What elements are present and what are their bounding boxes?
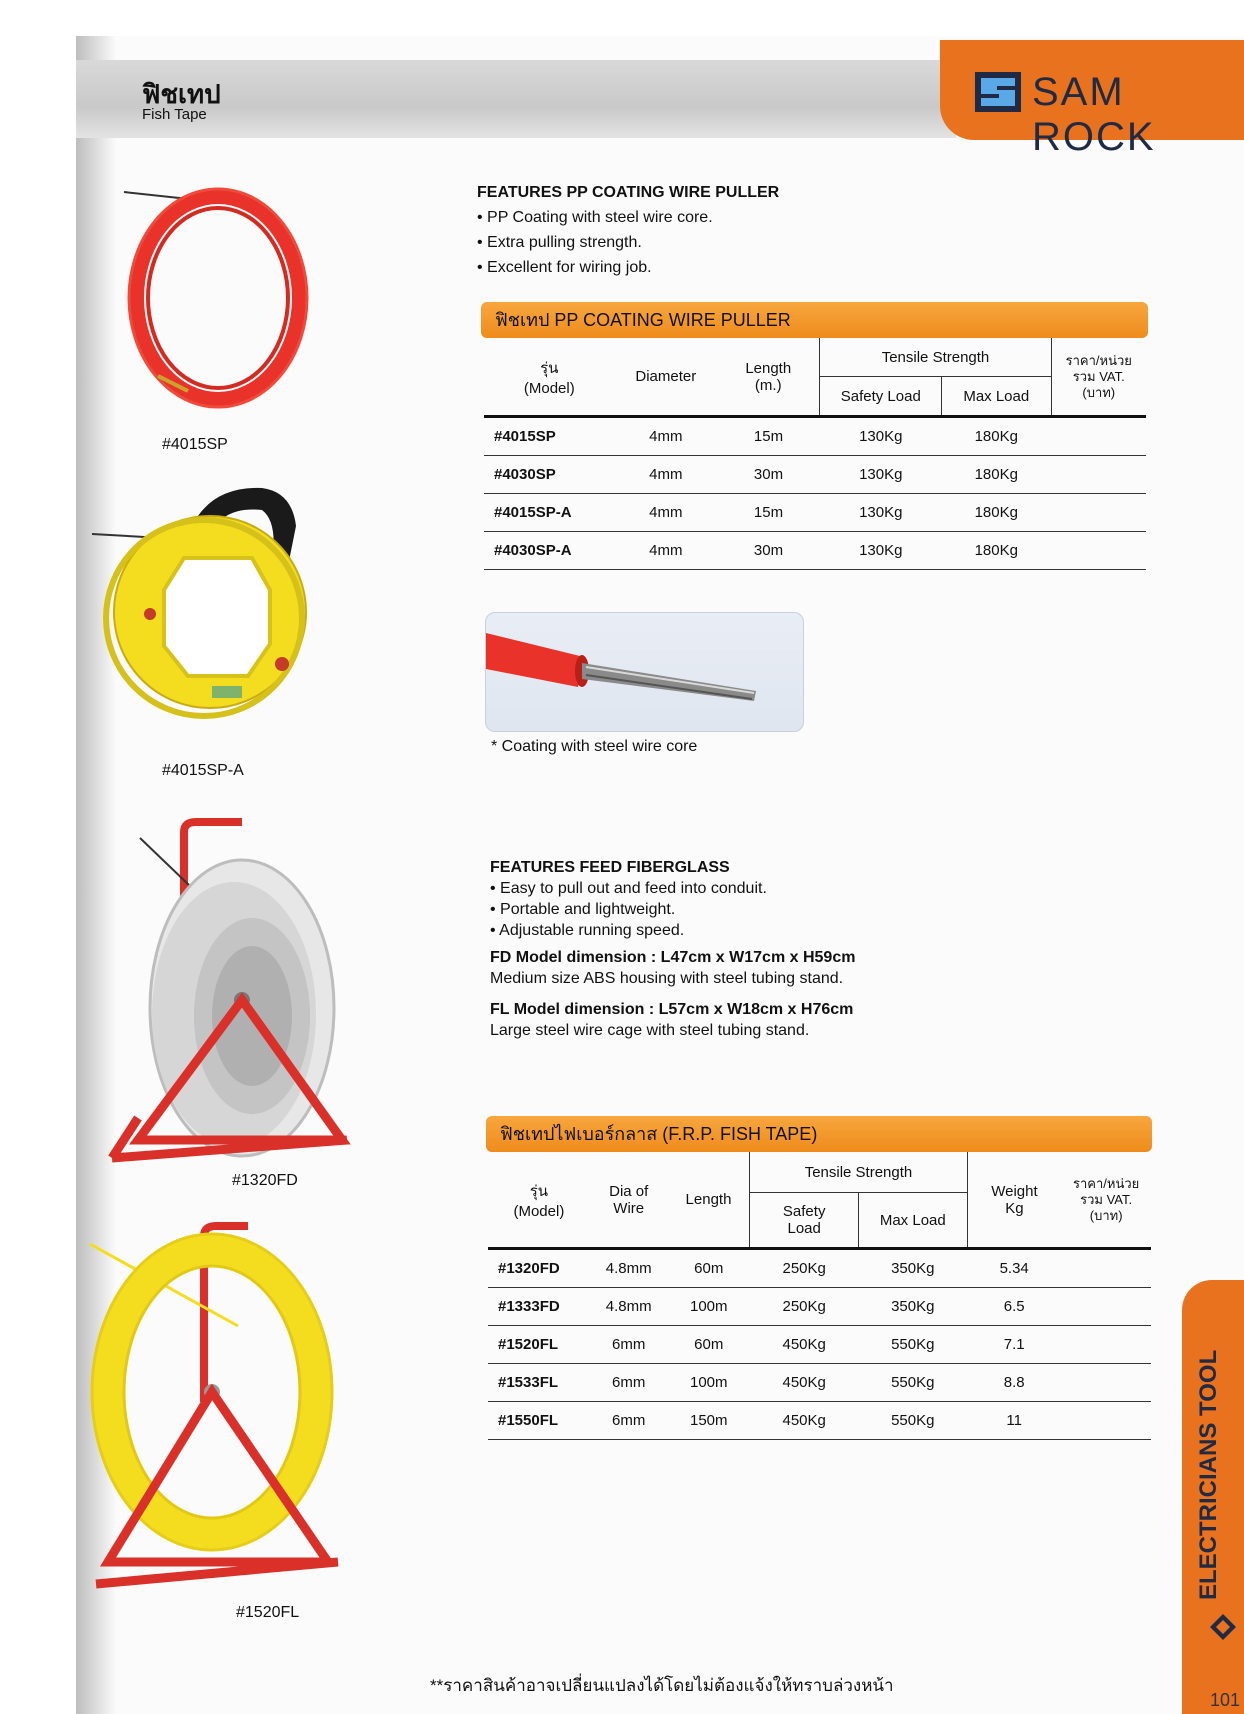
col-length: Length <box>668 1152 750 1249</box>
cell-price <box>1051 532 1146 570</box>
cell-price <box>1051 494 1146 532</box>
table-row <box>488 1249 1151 1288</box>
cell-price <box>1061 1326 1151 1364</box>
sam-rock-logo-icon <box>975 72 1021 112</box>
cell-max: 180Kg <box>942 494 1051 532</box>
cell-model: #1320FD <box>488 1249 590 1288</box>
cell-safety: 130Kg <box>820 456 942 494</box>
frp-spec-table <box>488 1152 1151 1440</box>
table-row <box>484 532 1146 570</box>
cell-model: #4015SP <box>484 417 615 456</box>
cell-model: #1333FD <box>488 1288 590 1326</box>
table-row <box>488 1402 1151 1440</box>
cell-weight: 5.34 <box>967 1249 1061 1288</box>
fd-description: Medium size ABS housing with steel tubing stand. <box>490 970 844 987</box>
cell-price <box>1061 1364 1151 1402</box>
cell-model: #4030SP <box>484 456 615 494</box>
cell-safety: 450Kg <box>750 1364 859 1402</box>
fd-dimension: FD Model dimension : L47cm x W17cm x H59cm <box>490 949 856 966</box>
header-text: (m.) <box>754 376 782 394</box>
cell-length: 150m <box>668 1402 750 1440</box>
frp-table-title-bar: ฟิชเทปไฟเบอร์กลาส (F.R.P. FISH TAPE) <box>486 1116 1152 1152</box>
header-text: รวม VAT. <box>1072 368 1125 384</box>
page-title-thai: ฟิชเทป <box>142 79 221 109</box>
cell-length: 15m <box>717 417 820 456</box>
cell-price <box>1061 1402 1151 1440</box>
feature-item: • PP Coating with steel wire core. <box>477 209 713 226</box>
cell-safety: 130Kg <box>820 417 942 456</box>
col-safety-load <box>750 1193 859 1249</box>
cell-dia: 4.8mm <box>590 1288 668 1326</box>
col-diameter: Diameter <box>615 338 717 417</box>
table-row <box>484 494 1146 532</box>
cell-length: 60m <box>668 1326 750 1364</box>
cell-safety: 450Kg <box>750 1402 859 1440</box>
cell-max: 350Kg <box>858 1249 967 1288</box>
wire-caption: * Coating with steel wire core <box>491 738 698 755</box>
header-text: (บาท) <box>1089 1207 1123 1223</box>
yellow-reel-fish-tape-image <box>92 486 312 736</box>
header-text: ราคา/หน่วย <box>1073 1175 1140 1191</box>
header-text: (บาท) <box>1082 384 1116 400</box>
header-text: (Model) <box>523 380 575 397</box>
cell-safety: 250Kg <box>750 1249 859 1288</box>
pp-features <box>477 180 779 280</box>
cell-model: #1520FL <box>488 1326 590 1364</box>
col-safety-load: Safety Load <box>820 377 942 417</box>
cell-price <box>1061 1288 1151 1326</box>
product-label: #4015SP <box>162 436 228 453</box>
header-text: ราคา/หน่วย <box>1065 352 1132 368</box>
col-model <box>484 338 615 417</box>
page-number: 101 <box>1210 1690 1241 1710</box>
coated-wire-icon <box>486 613 803 731</box>
cell-max: 350Kg <box>858 1288 967 1326</box>
red-coil-fish-tape-image <box>118 186 318 426</box>
cell-weight: 6.5 <box>967 1288 1061 1326</box>
product-label: #1520FL <box>236 1604 300 1621</box>
col-price <box>1061 1152 1151 1249</box>
cell-length: 30m <box>717 532 820 570</box>
cell-dia: 4.8mm <box>590 1249 668 1288</box>
col-price <box>1051 338 1146 417</box>
header-text: Kg <box>1005 1199 1024 1217</box>
col-model <box>488 1152 590 1249</box>
header-text: รุ่น <box>529 1183 549 1200</box>
cell-weight: 7.1 <box>967 1326 1061 1364</box>
cell-safety: 130Kg <box>820 532 942 570</box>
cell-max: 550Kg <box>858 1364 967 1402</box>
features-title: FEATURES PP COATING WIRE PULLER <box>477 184 780 201</box>
feature-item: • Adjustable running speed. <box>490 922 685 939</box>
table-row <box>488 1326 1151 1364</box>
cell-max: 550Kg <box>858 1402 967 1440</box>
brand-name: SAM ROCK <box>1032 70 1156 159</box>
cell-length: 100m <box>668 1364 750 1402</box>
cell-weight: 11 <box>967 1402 1061 1440</box>
cell-model: #1533FL <box>488 1364 590 1402</box>
cell-max: 550Kg <box>858 1326 967 1364</box>
col-tensile: Tensile Strength <box>750 1152 967 1193</box>
cell-weight: 8.8 <box>967 1364 1061 1402</box>
table-row <box>488 1288 1151 1326</box>
cell-price <box>1061 1249 1151 1288</box>
cell-price <box>1051 417 1146 456</box>
cell-max: 180Kg <box>942 532 1051 570</box>
fiberglass-features <box>490 857 855 1041</box>
cell-dia: 6mm <box>590 1402 668 1440</box>
header-text: Wire <box>613 1199 645 1217</box>
cell-dia: 6mm <box>590 1364 668 1402</box>
cell-safety: 250Kg <box>750 1288 859 1326</box>
cell-diameter: 4mm <box>615 417 717 456</box>
header-text: Weight <box>991 1182 1038 1200</box>
header-text: (Model) <box>513 1203 565 1220</box>
header-text: Load <box>787 1220 821 1237</box>
feature-item: • Extra pulling strength. <box>477 234 642 251</box>
page-title-english: Fish Tape <box>142 106 207 123</box>
col-tensile: Tensile Strength <box>820 338 1051 377</box>
header-text: รวม VAT. <box>1080 1191 1133 1207</box>
cell-safety: 450Kg <box>750 1326 859 1364</box>
cell-length: 30m <box>717 456 820 494</box>
product-label: #1320FD <box>232 1172 298 1189</box>
col-max-load: Max Load <box>942 377 1051 417</box>
cell-diameter: 4mm <box>615 456 717 494</box>
features-title: FEATURES FEED FIBERGLASS <box>490 859 730 876</box>
fd-reel-fish-tape-image <box>92 818 362 1168</box>
cell-dia: 6mm <box>590 1326 668 1364</box>
wire-core-image <box>485 612 804 732</box>
cell-safety: 130Kg <box>820 494 942 532</box>
cell-diameter: 4mm <box>615 494 717 532</box>
side-tab-label: ELECTRICIANS TOOL <box>1195 1349 1222 1600</box>
fl-description: Large steel wire cage with steel tubing stand. <box>490 1022 810 1039</box>
feature-item: • Easy to pull out and feed into conduit. <box>490 880 767 897</box>
fl-reel-fish-tape-image <box>88 1222 358 1602</box>
fl-dimension: FL Model dimension : L57cm x W18cm x H76cm <box>490 1001 854 1018</box>
cell-price <box>1051 456 1146 494</box>
cell-model: #1550FL <box>488 1402 590 1440</box>
header-text: Length <box>745 359 792 377</box>
cell-length: 100m <box>668 1288 750 1326</box>
pp-table-title-bar: ฟิชเทป PP COATING WIRE PULLER <box>481 302 1148 338</box>
table-row <box>488 1364 1151 1402</box>
cell-diameter: 4mm <box>615 532 717 570</box>
cell-model: #4030SP-A <box>484 532 615 570</box>
price-footnote: **ราคาสินค้าอาจเปลี่ยนแปลงได้โดยไม่ต้องแจ้งให้ทราบล่วงหน้า <box>430 1676 894 1695</box>
table-row <box>484 456 1146 494</box>
cell-length: 15m <box>717 494 820 532</box>
feature-item: • Portable and lightweight. <box>490 901 676 918</box>
cell-length: 60m <box>668 1249 750 1288</box>
col-dia <box>590 1152 668 1249</box>
cell-max: 180Kg <box>942 456 1051 494</box>
header-text: Dia of <box>609 1182 649 1200</box>
header-text: Safety <box>782 1203 826 1220</box>
col-max-load: Max Load <box>858 1193 967 1249</box>
pp-spec-table <box>484 338 1146 570</box>
header-text: รุ่น <box>540 360 559 377</box>
col-length <box>717 338 820 417</box>
product-label: #4015SP-A <box>162 762 244 779</box>
cell-model: #4015SP-A <box>484 494 615 532</box>
feature-item: • Excellent for wiring job. <box>477 259 652 276</box>
cell-max: 180Kg <box>942 417 1051 456</box>
table-row <box>484 417 1146 456</box>
col-weight <box>967 1152 1061 1249</box>
brand-mark-icon <box>1208 1612 1238 1642</box>
